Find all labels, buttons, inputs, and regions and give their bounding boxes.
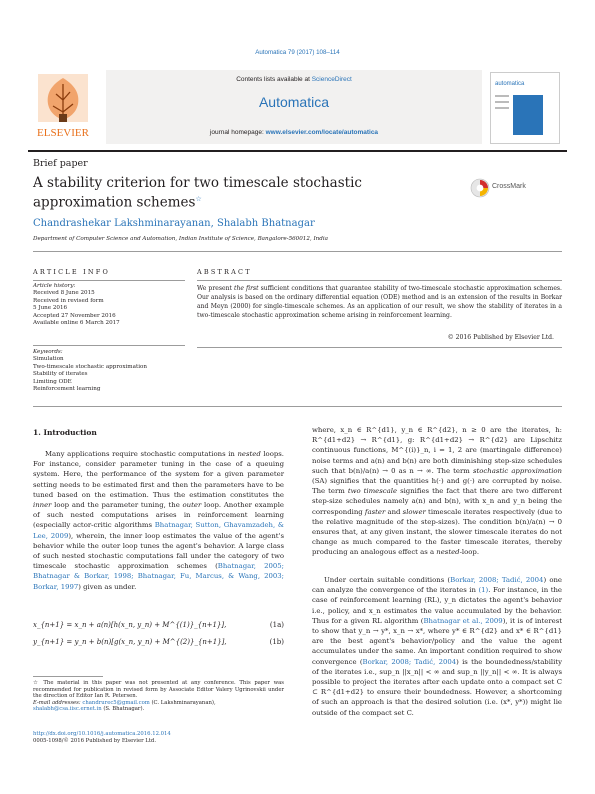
sciencedirect-link[interactable]: ScienceDirect [311,76,352,83]
crossmark-badge[interactable] [470,178,560,198]
journal-title[interactable]: Automatica [258,94,330,110]
citation-link[interactable]: Borkar, 2008; Tadić, 2004 [450,576,544,584]
right-column-paragraph-2: Under certain suitable conditions (Borkar, 2008; Tadić, 2004) one can analyze the convergence of the iterates in (1). For instance, in the case of reinforcement learning (RL), y_n dictates the agent's behavior i.e., policy, and x_n estimates the value accumulated by the behavior. Thus for a given RL algorithm (Bhatnagar et al., 2009), it is of interest to show that y_n → y*, x_n → x*, where y* ∈ R^{d2} and x* ∈ R^{d1} are the best agent's behavior/policy and the value the agent accumulates under the same. An important condition required to show convergence (Borkar, 2008; Tadić, 2004) is the boundedness/stability of the iterates i.e., sup_n ||x_n|| < ∞ and sup_n ||y_n|| < ∞. It is always possible to project the iterates after each update onto a compact set C ⊂ R^{d1+d2} to ensure their boundedness. However, a shortcoming of such an approach is that the desired solution (i.e. (x*, y*)) might lie outside of the compact set C. [312,576,562,717]
affiliation: Department of Computer Science and Automation, Indian Institute of Science, Bangalore-560012, India [33,236,328,242]
elsevier-logo [28,70,98,142]
keywords [33,349,183,393]
cover-artwork [513,95,543,135]
history-item: Available online 6 March 2017 [33,320,120,327]
article-history [33,283,183,327]
paper-title [33,175,453,211]
citation-link[interactable]: Borkar, 2008; Tadić, 2004 [362,657,457,666]
banner-center [106,70,482,144]
divider [197,280,562,281]
article-info-heading: ARTICLE INFO [33,268,110,276]
authors[interactable]: Chandrashekar Lakshminarayanan, Shalabh Bhatnagar [33,218,315,229]
contents-line [106,76,482,83]
keyword-item: Limiting ODE [33,378,72,385]
section-heading: 1. Introduction [33,428,97,437]
intro-paragraph-1: Many applications require stochastic computations in nested loops. For instance, consider parameter tuning in the case of a queuing system. Here, the performance of the system for a given parameter setting needs to be estimated first and then the parameters have to be tuned based on the estimation. Thus the estimation constitutes the inner loop and the parameter tuning, the outer loop. Another example of such nested computations arises in reinforcement learning (especially actor-critic algorithms Bhatnagar, Sutton, Ghavamzadeh, & Lee, 2009), wherein, the inner loop estimates the value of the agent's behavior while the outer loop tunes the agent's behavior. A large class of such nested stochastic computations fall under the category of two timescale stochastic approximation schemes (Bhatnagar, 2005; Bhatnagar & Borkar, 1998; Bhatnagar, Fu, Marcus, & Wang, 2003; Borkar, 1997) given as under. [33,450,284,591]
footnote: ☆ The material in this paper was not presented at any conference. This paper was recommended for publication in revised form by Associate Editor Valery Ugrinovskii under the direction of Editor Ian R. Petersen. E-mail addresses: chandrurec5@gmail.com (C. Lakshminarayanan), shalabh@csa.iisc.ernet.in (S. Bhatnagar). [33,680,284,712]
equation-label: (1b) [269,638,284,646]
homepage-line [106,129,482,136]
crossmark-label: CrossMark [492,183,526,190]
equation-text: x_{n+1} = x_n + a(n)[h(x_n, y_n) + M^{(1)}_{n+1}], [33,621,227,629]
history-item: 5 June 2016 [33,305,68,312]
homepage-label: journal homepage: [209,129,266,136]
equation-1a [33,621,284,629]
divider [197,347,562,348]
banner-rule [28,150,567,152]
equation-text: y_{n+1} = y_n + b(n)[g(x_n, y_n) + M^{(2)}_{n+1}], [33,638,227,646]
history-item: Received in revised form [33,297,104,304]
keyword-item: Simulation [33,356,64,363]
elsevier-wordmark: ELSEVIER [37,127,89,139]
keyword-item: Two-timescale stochastic approximation [33,363,147,370]
equation-ref-link[interactable]: (1) [478,586,489,595]
abstract-heading: ABSTRACT [197,268,252,276]
copyright: © 2016 Published by Elsevier Ltd. [447,334,554,341]
history-item: Received 8 June 2015 [33,290,95,297]
journal-cover-thumbnail [490,72,560,144]
citation-link[interactable]: Bhatnagar, 2005; Bhatnagar & Borkar, 1998; Bhatnagar, Fu, Marcus, & Wang, 2003; Borkar, 1997 [33,562,284,591]
doi-block [33,731,171,744]
title-footnote-mark[interactable]: ☆ [195,195,202,203]
keyword-item: Reinforcement learning [33,386,101,393]
keyword-item: Stability of iterates [33,371,88,378]
paper-type: Brief paper [33,158,88,169]
keywords-label: Keywords: [33,349,63,355]
journal-banner [28,70,567,150]
history-label: Article history: [33,283,76,289]
email-link[interactable]: chandrurec5@gmail.com [82,699,150,706]
citation-link[interactable]: Bhatnagar et al., 2009 [423,616,503,625]
right-column-paragraph-1: where, x_n ∈ R^{d1}, y_n ∈ R^{d2}, n ≥ 0 are the iterates, h: R^{d1+d2} → R^{d1}, g: R^{d1+d2} → R^{d2} are Lipschitz continuous functions, M^{(i)}_n, i = 1, 2 are (martingale difference) noise terms and a(n) and b(n) are both diminishing step-size schedules such that b(n)/a(n) → 0 as n → ∞. The term stochastic approximation (SA) signifies that the quantities h(·) and g(·) are corrupted by noise. The term two timescale signifies the fact that there are two different step-size schedules namely a(n) and b(n), with x_n and y_n being the corresponding faster and slower timescale iterates respectively (due to the relative magnitude of the step-sizes). The condition b(n)/a(n) → 0 ensures that, at any given instant, the slower timescale iterates do not change as much compared to the faster timescale iterates, thereby producing an analogous effect as a nested-loop. [312,426,562,557]
footnote-rule [33,676,103,677]
abstract-text: We present the first sufficient conditions that guarantee stability of two-timescale stochastic approximation schemes. Our analysis is based on the ordinary differential equation (ODE) method and is an extension of the results in Borkar and Meyn (2000) for single-timescale schemes. As an application of our result, we show the stability of iterates in a two-timescale stochastic approximation scheme arising in reinforcement learning. [197,285,562,320]
equation-label: (1a) [269,621,284,629]
doi-link[interactable]: http://dx.doi.org/10.1016/j.automatica.2016.12.014 [33,731,171,737]
journal-citation[interactable]: Automatica 79 (2017) 108–114 [255,49,340,56]
history-item: Accepted 27 November 2016 [33,312,116,319]
cover-title: automatica [495,81,525,87]
divider [33,280,185,281]
citation-link[interactable]: Bhatnagar, Sutton, Ghavamzadeh, & Lee, 2009 [33,521,284,540]
contents-prefix: Contents lists available at [236,76,312,83]
divider [33,406,562,407]
divider [33,251,562,252]
issn-line: 0005-1098/© 2016 Published by Elsevier Ltd. [33,737,157,744]
paper-title-text: A stability criterion for two timescale stochastic approximation schemes [33,175,362,211]
homepage-link[interactable]: www.elsevier.com/locate/automatica [265,129,379,136]
email-link[interactable]: shalabh@csa.iisc.ernet.in [33,706,102,712]
divider [33,345,185,346]
equation-1b [33,638,284,646]
